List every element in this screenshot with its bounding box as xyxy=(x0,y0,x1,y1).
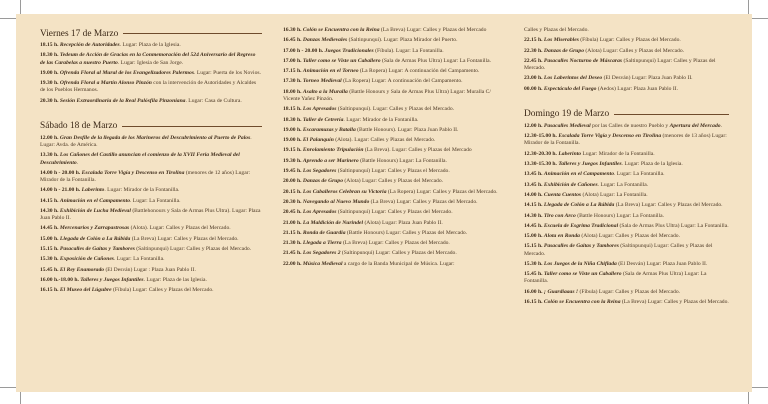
event-details: (Saltinpunqui). Lugar: Plaza Mirador del Puerto. xyxy=(347,37,458,44)
event-time: 17.00 h - 20.00 h. xyxy=(283,47,324,54)
event-time: 15.30 h. xyxy=(524,260,543,267)
event-details: Lugar: Mirador de la Fontanilla. xyxy=(581,150,655,157)
event-details: (Fíbula) Lugar: Calles y Plazas del Mercado. xyxy=(578,288,681,295)
event-details: a cargo de la Banda Municipal de Música. Lugar: xyxy=(342,260,455,267)
event-time: 15.15 h. xyxy=(524,243,543,250)
event-time: 12.00 h. xyxy=(524,122,543,129)
event-item xyxy=(524,48,729,55)
event-details: (La Breva) Lugar: Calles y Plazas del Mercado. xyxy=(620,299,729,306)
event-item xyxy=(40,225,262,232)
event-details: (Fíbula) Lugar: Calles y Plazas del Mercado. xyxy=(111,287,214,294)
event-time: 15.30 h. xyxy=(40,256,59,263)
event-item xyxy=(524,233,729,240)
event-name: La Maldición de Nurindel xyxy=(302,219,364,226)
event-time: 22.30 h. xyxy=(524,47,543,54)
event-time: 16.00 h.-18.00 h. xyxy=(40,276,79,283)
event-time: 19.00 h. xyxy=(40,69,59,76)
event-name: Los Caballeros Celebran su Victoria xyxy=(302,188,387,195)
event-name: Alota en Ronda xyxy=(543,233,580,240)
event-name: Colón se Encuentra con la Reina xyxy=(302,27,380,33)
event-details: (Saltinpunqui). Lugar: Calles y Plazas del Mercado. xyxy=(336,106,455,113)
event-name: Ronda de Guardia xyxy=(302,229,346,236)
event-item xyxy=(524,133,729,147)
event-name: Gran Desfile de la llegada de los Marineros del Descubrimiento al Puerto de Palos xyxy=(59,134,251,141)
event-details: (Aedos) Lugar: Plaza Juan Pablo II. xyxy=(596,85,678,92)
event-time: 21.30 h. xyxy=(283,240,302,247)
program-panel xyxy=(16,14,752,392)
event-details: (Alota). Lugar: Calles y Plazas del Mercado. xyxy=(129,225,231,232)
event-time: 19.45 h. xyxy=(283,168,302,175)
event-name: Apertura del Mercado xyxy=(669,122,721,129)
event-time: 18.30 h. xyxy=(40,52,59,59)
event-item xyxy=(283,58,505,65)
event-item xyxy=(283,147,505,154)
event-details: (Battle Honours) Lugar: La Fontanilla. xyxy=(358,157,447,164)
event-item xyxy=(283,117,505,124)
event-name: Los Laberintos del Deseo xyxy=(543,75,603,82)
event-item xyxy=(524,289,729,296)
event-item xyxy=(524,192,729,199)
event-item xyxy=(524,58,729,72)
schedule-column-1 xyxy=(40,27,262,298)
event-time: 19.15 h. xyxy=(283,147,302,154)
event-time: 14.30 h. xyxy=(40,207,59,214)
section-spacer xyxy=(524,96,729,108)
day-heading xyxy=(40,27,262,40)
event-details: . Lugar: Casa de Cultura. xyxy=(185,97,242,104)
event-time: 20.45 h. xyxy=(283,209,302,216)
event-details: (Fíbula). Lugar: La Fontanilla. xyxy=(373,47,444,54)
day-title: Viernes 17 de Marzo xyxy=(40,28,119,39)
event-item xyxy=(524,123,729,130)
event-time: 16.00 h. xyxy=(524,288,543,295)
event-time: 14.15 h. xyxy=(40,197,59,204)
event-details: (La Breva) Lugar: Calles y Plazas del Mercado. xyxy=(341,240,450,247)
event-item xyxy=(40,208,262,222)
event-name: Taller como se Viste un Caballero xyxy=(302,57,381,64)
event-name: Escaramuzas y Batalla xyxy=(302,126,356,133)
event-details: (Saltinpunqui) Lugar: Calles y Plazas del Mercado. xyxy=(524,243,713,257)
event-name: Animación en el Torneo xyxy=(302,68,359,75)
crop-mark xyxy=(0,387,16,388)
event-details: (La Ropera) Lugar: A continuación del Campamento. xyxy=(341,78,463,85)
crop-mark xyxy=(752,18,768,19)
event-item xyxy=(283,240,505,247)
crop-mark xyxy=(748,0,749,14)
event-item xyxy=(524,182,729,189)
heading-rule xyxy=(614,114,729,115)
event-time: 20.15 h. xyxy=(283,188,302,195)
event-time: 20.00 h. xyxy=(283,178,302,185)
event-name: Los Juegos de la Niña Chiflada xyxy=(543,260,617,267)
event-details: . xyxy=(720,122,722,129)
crop-mark xyxy=(20,392,21,404)
event-item xyxy=(524,202,729,209)
event-details: (El Desván) Lugar: Plaza Juan Pablo II. xyxy=(616,260,708,267)
event-name: Ofrenda Floral al Mural de los Evangelizadores Palermos xyxy=(59,69,195,76)
crop-mark xyxy=(20,0,21,14)
event-time: 19.00 h. xyxy=(283,137,302,144)
event-name: Recepción de Autoridades xyxy=(59,42,120,48)
event-item xyxy=(40,256,262,263)
event-time: 13.45 h. xyxy=(524,181,543,188)
event-time: 18.15 h. xyxy=(283,106,302,113)
event-details: (La Breva). Lugar: Calles y Plazas del Mercado xyxy=(363,147,472,154)
event-time: 19.30 h. xyxy=(40,80,59,87)
event-time: 17.30 h. xyxy=(283,78,302,85)
event-item xyxy=(40,246,262,253)
event-name: Taller de Cetrería xyxy=(302,116,344,123)
event-name: Juegos Tradicionales xyxy=(324,47,374,54)
event-details: (Saltinpunqui) Lugar: Calles y Plazas del Mercado. xyxy=(134,246,252,253)
event-details: (Sala de Armas Plus Ultra) Lugar: La Fontanilla. xyxy=(524,271,707,285)
event-name: Escalada Torre Vigía y Descenso en Tirolina xyxy=(81,169,185,176)
event-item xyxy=(40,52,262,66)
event-time: 18.15 h. xyxy=(40,42,59,48)
event-name: Colón se Encuentra con la Reina xyxy=(543,299,621,306)
event-item xyxy=(524,299,729,306)
event-time: 14.45 h. xyxy=(524,222,543,229)
crop-mark xyxy=(0,18,16,19)
day-title: Domingo 19 de Marzo xyxy=(524,109,610,120)
event-item xyxy=(40,277,262,284)
event-details: Calles y Plazas del Mercado. xyxy=(524,27,589,33)
event-item xyxy=(283,158,505,165)
event-time: 17.15 h. xyxy=(283,68,302,75)
event-item xyxy=(283,78,505,85)
event-details: . Lugar: Plaza de las Iglesia. xyxy=(143,276,207,283)
event-item xyxy=(283,127,505,134)
day-heading xyxy=(524,108,729,121)
event-name: Llegada de Colón a La Rábida xyxy=(59,235,131,242)
event-time: 14.45 h. xyxy=(40,225,59,232)
event-item xyxy=(283,27,505,34)
event-details: . Lugar: Mirador de la Fontanilla. xyxy=(343,116,419,123)
heading-rule xyxy=(123,33,262,34)
event-details: . Lugar: Plaza de la Iglesia. xyxy=(621,161,683,168)
event-details: (Alota) Lugar: La Fontanilla. xyxy=(581,191,648,198)
event-name: Torneo Medieval xyxy=(302,78,342,85)
event-time: 15.15 h. xyxy=(40,246,59,253)
event-name: Exhibición de Lucha Medieval xyxy=(59,207,131,214)
event-name: Laberinto xyxy=(81,187,105,194)
event-name: Exposición de Cañones xyxy=(59,256,114,263)
event-details: (Alota) Lugar: Calles y Plazas del Mercado. xyxy=(579,233,681,240)
event-time: 20.30 h. xyxy=(283,198,302,205)
event-name: Los Segadores xyxy=(302,168,337,175)
event-details: (La Ropera) Lugar: Calles y Plazas del Mercado. xyxy=(386,188,498,195)
event-time: 22.15 h. xyxy=(524,37,543,44)
crop-mark xyxy=(752,387,768,388)
event-item xyxy=(283,230,505,237)
event-item xyxy=(524,171,729,178)
event-time: 14.00 h - 20.00 h. xyxy=(40,169,81,176)
event-time: 13.30 h. xyxy=(40,152,59,159)
event-details: (La Ropera) Lugar: A continuación del Campamento. xyxy=(358,68,480,75)
event-name: El Rey Enamorado xyxy=(59,266,105,273)
event-item xyxy=(524,86,729,93)
section-spacer xyxy=(40,108,262,120)
event-item xyxy=(524,75,729,82)
event-details: (El Desván) Lugar : Plaza Juan Pablo II. xyxy=(104,266,196,273)
event-name: Música Medieval xyxy=(302,260,343,267)
event-item xyxy=(283,209,505,216)
event-item xyxy=(40,267,262,274)
event-time: 13.45 h. xyxy=(524,171,543,178)
event-time: 19.00 h. xyxy=(283,126,302,133)
heading-rule xyxy=(122,126,262,127)
event-details: (Battle Honours). Lugar: Plaza Juan Pablo II. xyxy=(355,126,459,133)
event-time: 21.45 h. xyxy=(283,250,302,257)
event-details: . Lugar: La Fontanilla. xyxy=(597,181,649,188)
event-details: . Lugar: Avda. de América. xyxy=(40,134,252,149)
event-name: Tedeum de Acción de Gracias en la Conmemoración del 524 Aniversario del Regreso de las Carabelas a nuestro Puerto xyxy=(40,52,256,66)
event-time: 12.30-15.00 h. xyxy=(524,133,557,140)
event-details: (menores de 13 años) Lugar: Mirador de la Fontanilla. xyxy=(524,133,727,147)
event-item xyxy=(40,198,262,205)
event-time: 14.00 h - 21.00 h. xyxy=(40,187,81,194)
event-name: Llegada de Colón a La Rábida xyxy=(543,202,615,209)
event-details: (La Breva) Lugar: Calles y Plazas del Mercado xyxy=(379,27,487,33)
event-details: (Saltinpunqui) Lugar: Calles y Plazas del Mercado. xyxy=(524,57,716,72)
event-time: 20.30 h. xyxy=(40,97,59,104)
event-item xyxy=(524,151,729,158)
event-details: (Alota) Lugar: Plaza Juan Pablo II. xyxy=(363,219,443,226)
event-name: Taller como se Viste un Caballero xyxy=(543,271,622,278)
event-time: 17.00 h. xyxy=(283,57,302,64)
event-name: Animación en el Campamento xyxy=(543,171,614,178)
event-time: 15.00 h. xyxy=(40,235,59,242)
event-item xyxy=(524,261,729,268)
event-name: Los Apresados xyxy=(302,209,337,216)
event-time: 21.15 h. xyxy=(283,229,302,236)
event-name: Sesión Extraordinaria de la Real Palósfila Pinzoniana xyxy=(59,97,186,104)
event-name: ¡ Guardiaaas ! xyxy=(543,288,579,295)
event-details: (El Desván) Lugar: Plaza Juan Pablo II. xyxy=(602,75,693,82)
event-item xyxy=(283,199,505,206)
event-time: 22.45 h. xyxy=(524,57,543,64)
event-name: Pasacalles de Gaitas y Tambores xyxy=(59,246,135,253)
event-time: 22.00 h. xyxy=(283,260,302,267)
event-name: Los Segadores 2 xyxy=(302,250,341,257)
event-name: Cuenta Cuentos xyxy=(543,191,582,198)
event-time: 18.30 h. xyxy=(283,116,302,123)
event-item xyxy=(524,223,729,230)
event-details: (Fíbula) Lugar: Calles y Plazas del Mercado. xyxy=(578,37,681,44)
event-name: Escuela de Esgrima Tradicional xyxy=(543,222,619,229)
event-name: Animación en el Campamento xyxy=(59,197,130,204)
event-item xyxy=(283,261,505,268)
event-details: . Lugar: La Fontanilla. xyxy=(614,171,665,178)
event-name: Talleres y Juegos Infantiles xyxy=(558,161,622,168)
event-item xyxy=(524,243,729,257)
event-name: Asalto a la Muralla xyxy=(302,88,348,95)
event-item xyxy=(283,37,505,44)
event-item xyxy=(283,220,505,227)
event-item xyxy=(40,80,262,94)
event-time: 15.45 h. xyxy=(40,266,59,273)
event-details: . Lugar: La Fontanilla. xyxy=(130,197,181,204)
event-item xyxy=(524,37,729,44)
day-title: Sábado 18 de Marzo xyxy=(40,121,118,132)
event-name: Tiro con Arco xyxy=(543,212,576,219)
event-name: Pasacalles Medieval xyxy=(543,122,591,129)
event-item xyxy=(40,187,262,194)
event-details: (Alota). Lugar: Calles y Plazas del Mercado. xyxy=(333,137,436,144)
event-name: Los Apresados xyxy=(302,106,337,113)
event-details: . Lugar: Puerta de los Novios. xyxy=(194,69,261,76)
event-time: 16.15 h. xyxy=(524,299,543,306)
event-time: 16.30 h. xyxy=(283,27,302,33)
event-item xyxy=(283,106,505,113)
event-name: Llegada a Tierra xyxy=(302,240,342,247)
event-details: (Alota) Lugar: Calles y Plazas del Mercado. xyxy=(343,178,444,185)
event-item xyxy=(283,168,505,175)
event-details: (Saltinpunqui) Lugar: Calles y Plazas el Mercado. xyxy=(336,168,450,175)
event-item xyxy=(40,152,262,166)
event-details: por las Calles de nuestro Pueblo y xyxy=(590,122,670,129)
event-item xyxy=(283,137,505,144)
event-name: Talleres y Juegos Infantiles xyxy=(80,276,144,283)
event-name: Los Miserables xyxy=(543,37,579,44)
event-details: (menores de 12 años) Lugar: Mirador de la Fontanilla. xyxy=(40,169,251,184)
event-time: 15.45 h. xyxy=(524,271,543,278)
event-details: . xyxy=(76,159,79,166)
event-name: Mercenarios y Zarrapastrosas xyxy=(59,225,130,232)
event-details: (Alota) Lugar: Calles y Plazas del Mercado. xyxy=(584,47,685,54)
event-time: 00.00 h. xyxy=(524,85,543,92)
event-details: con la intervención de Autoridades y Alcaldes de los Pueblos Hermanos. xyxy=(40,80,257,94)
event-item xyxy=(524,213,729,220)
event-time: 12.30-20.30 h. xyxy=(524,150,557,157)
event-time: 23.00 h. xyxy=(524,75,543,82)
event-item xyxy=(283,68,505,75)
event-details: (Saltinpunqui) Lugar: Calles y Plazas del Mercado. xyxy=(340,250,457,257)
event-time: 19.30 h. xyxy=(283,157,302,164)
event-details: (Sala de Armas Plus Ultra) Lugar: La Fontanilla. xyxy=(380,57,492,64)
event-name: Danzas de Grupo xyxy=(543,47,585,54)
event-name: Navegando al Nuevo Mundo xyxy=(302,198,370,205)
event-name: El Museo del Lúgubre xyxy=(59,287,112,294)
event-name: Ofrenda Floral a Martín Alonso Pinzón xyxy=(59,80,152,87)
event-name: Pasacalles de Gaitas y Tambores xyxy=(543,243,619,250)
event-time: 18.00 h. xyxy=(283,88,302,95)
event-name: Exhibición de Cañones xyxy=(543,181,598,188)
event-details: . Lugar: Mirador de la Fontanilla. xyxy=(104,187,180,194)
event-item xyxy=(283,189,505,196)
event-time: 16.45 h. xyxy=(283,37,302,44)
event-name: Aprendo a ser Marinero xyxy=(302,157,359,164)
event-details: (La Breva) Lugar: Calles y Plazas del Mercado. xyxy=(614,202,723,209)
event-details: (Sala de Armas Plus Ultra) Lugar: La Fontanilla. xyxy=(618,222,729,229)
schedule-column-3 xyxy=(524,27,729,309)
event-name: El Palanquín xyxy=(302,137,334,144)
event-item xyxy=(524,271,729,285)
event-name: Enrolamiento Tripulación xyxy=(302,147,364,154)
event-item xyxy=(40,70,262,77)
event-name: Danzas Medievales xyxy=(302,37,348,44)
event-name: Escalada Torre Vigía y Descenso en Tirolina xyxy=(558,133,662,140)
event-name: Pasacalles Nocturno de Máscaras xyxy=(543,57,623,64)
event-name: Espectáculo del Fuego xyxy=(543,85,597,92)
event-time: 14.30 h. xyxy=(524,212,543,219)
event-item xyxy=(283,250,505,257)
event-time: 21.00 h. xyxy=(283,219,302,226)
crop-mark xyxy=(748,392,749,404)
event-time: 16.15 h. xyxy=(40,287,59,294)
event-time: 13.30-15.30 h. xyxy=(524,161,557,168)
event-time: 12.00 h. xyxy=(40,134,59,141)
event-item xyxy=(40,98,262,105)
event-item xyxy=(524,27,729,34)
event-details: (Battlehonours y Sala de Armas Plus Ultra). Lugar: Plaza Juan Pablo II. xyxy=(40,207,261,222)
event-details: . Lugar: Iglesia de San Jorge. xyxy=(117,59,184,66)
event-item xyxy=(40,42,262,49)
event-time: 14.15 h. xyxy=(524,202,543,209)
event-details: . Lugar: La Fontanilla. xyxy=(114,256,165,263)
event-name: Los Cañones del Castillo anuncian el comienzo de la XVII Feria Medieval del Descubrimiento xyxy=(40,152,240,166)
event-details: (Battle Honours) Lugar: La Fontanilla. xyxy=(575,212,665,219)
event-item xyxy=(524,161,729,168)
event-item xyxy=(40,135,262,149)
event-item xyxy=(283,48,505,55)
schedule-column-2 xyxy=(283,27,505,271)
event-item xyxy=(283,89,505,103)
event-time: 15.00 h. xyxy=(524,233,543,240)
event-details: (La Breva) Lugar: Calles y Plazas del Mercado. xyxy=(369,198,478,205)
event-details: (Saltinpunqui) Lugar: Calles y Plazas del Mercado. xyxy=(336,209,453,216)
event-item xyxy=(40,170,262,184)
event-item xyxy=(40,236,262,243)
event-details: (Battle Honours) Lugar: Calles y Plazas del Mercado. xyxy=(345,229,468,236)
event-time: 14.00 h. xyxy=(524,191,543,198)
event-item xyxy=(283,178,505,185)
day-heading xyxy=(40,120,262,133)
event-details: . Lugar: Plaza de la Iglesia. xyxy=(119,42,181,48)
event-name: Laberinto xyxy=(558,150,582,157)
event-name: Danzas de Grupo xyxy=(302,178,344,185)
event-details: (Battle Honours y Sala de Armas Plus Ultra) Lugar: Muralla C/ Vicente Yañez Pinzón. xyxy=(283,88,491,102)
event-details: (La Breva) Lugar: Calles y Plazas del Mercado. xyxy=(130,235,239,242)
event-item xyxy=(40,287,262,294)
